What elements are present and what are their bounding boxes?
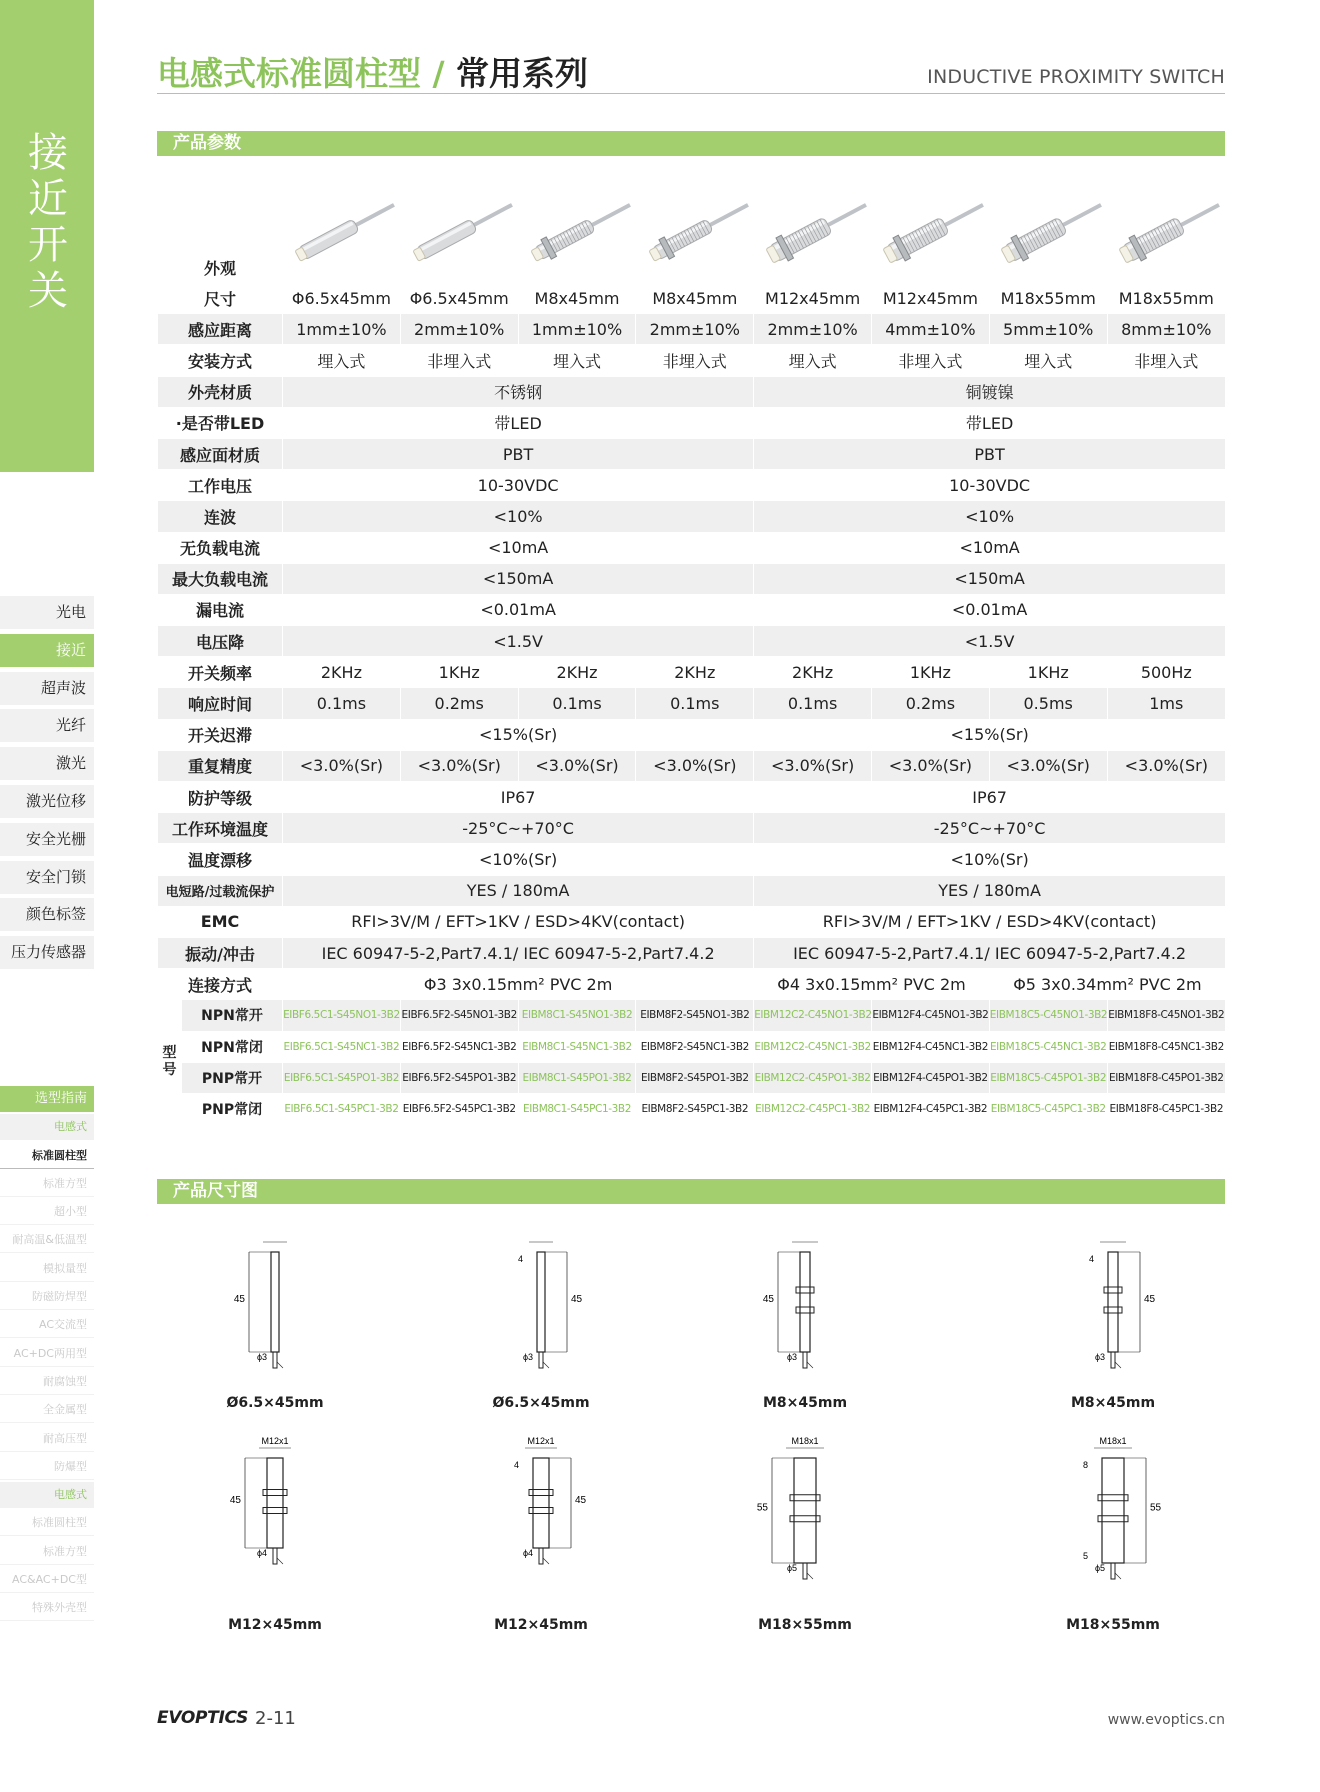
sensor-photo bbox=[1111, 173, 1221, 283]
spec-cell: 非埋入式 bbox=[400, 345, 518, 376]
selection-guide bbox=[0, 1086, 94, 1624]
spec-cell-stainless-group: <150mA bbox=[283, 563, 754, 594]
model-code: EIBM8F2-S45NC1-3B2 bbox=[636, 1031, 754, 1062]
sidebar-nav-item[interactable]: 光电 bbox=[0, 596, 94, 629]
sensor-photo bbox=[993, 173, 1103, 283]
sidebar-nav-item[interactable]: 颜色标签 bbox=[0, 898, 94, 931]
spec-row bbox=[158, 844, 1226, 875]
cable-outline bbox=[803, 1563, 807, 1579]
guide-item[interactable]: 防磁防焊型 bbox=[0, 1284, 94, 1310]
spec-cell-brass-group: -25°C~+70°C bbox=[754, 813, 1225, 844]
length-value: 45 bbox=[575, 1495, 587, 1506]
cable-outline bbox=[803, 1352, 807, 1368]
row-label: 电压降 bbox=[158, 626, 283, 657]
length-value: 45 bbox=[1144, 1294, 1156, 1305]
model-code: EIBF6.5F2-S45PO1-3B2 bbox=[400, 1062, 518, 1093]
model-code: EIBM8C1-S45NC1-3B2 bbox=[518, 1031, 636, 1062]
spec-cell: 1KHz bbox=[872, 657, 990, 688]
row-label: 开关频率 bbox=[158, 657, 283, 688]
spec-cell: 埋入式 bbox=[518, 345, 636, 376]
spec-cell: 1KHz bbox=[400, 657, 518, 688]
spec-row bbox=[158, 875, 1226, 906]
spec-cell: 8mm±10% bbox=[1107, 314, 1225, 345]
guide-item[interactable]: AC+DC两用型 bbox=[0, 1341, 94, 1367]
spec-cell: Φ4 3x0.15mm² PVC 2m bbox=[754, 969, 990, 1000]
sidebar-nav-item[interactable]: 压力传感器 bbox=[0, 936, 94, 969]
row-label: 感应距离 bbox=[158, 314, 283, 345]
model-code: EIBF6.5F2-S45NC1-3B2 bbox=[400, 1031, 518, 1062]
model-row bbox=[158, 1031, 1226, 1062]
length-value: 45 bbox=[571, 1294, 583, 1305]
spec-row bbox=[158, 594, 1226, 625]
top-offset-value: 8 bbox=[1082, 1460, 1088, 1470]
dimension-drawing bbox=[1023, 1232, 1163, 1392]
row-label: EMC bbox=[158, 906, 283, 937]
spec-cell-brass-group: <10mA bbox=[754, 532, 1225, 563]
model-code: EIBM12F4-C45NO1-3B2 bbox=[872, 1000, 990, 1031]
spec-row bbox=[158, 376, 1226, 407]
cable-outline bbox=[539, 1548, 543, 1564]
dimension-drawing bbox=[715, 1428, 855, 1588]
thread-spec: M18x1 bbox=[791, 1436, 819, 1446]
spec-cell-brass-group: <10%(Sr) bbox=[754, 844, 1225, 875]
model-row bbox=[158, 1000, 1226, 1031]
spec-cell: 1mm±10% bbox=[518, 314, 636, 345]
spec-cell: 非埋入式 bbox=[1107, 345, 1225, 376]
model-code: EIBF6.5C1-S45NC1-3B2 bbox=[283, 1031, 401, 1062]
sensor-photo-cell bbox=[636, 157, 754, 283]
spec-cell: 2KHz bbox=[283, 657, 401, 688]
spec-cell: M18x55mm bbox=[1107, 283, 1225, 314]
model-type-label: PNP常开 bbox=[182, 1062, 283, 1093]
sensor-outline bbox=[267, 1458, 283, 1548]
spec-cell: M8x45mm bbox=[518, 283, 636, 314]
dimension-caption: M18×55mm bbox=[758, 1617, 852, 1633]
wire-strand bbox=[277, 1362, 283, 1368]
model-code: EIBF6.5C1-S45PC1-3B2 bbox=[283, 1093, 401, 1124]
length-value: 45 bbox=[229, 1495, 241, 1506]
sidebar-nav-item[interactable]: 安全门锁 bbox=[0, 861, 94, 894]
sidebar-nav-item[interactable]: 激光 bbox=[0, 747, 94, 780]
model-code: EIBF6.5C1-S45NO1-3B2 bbox=[283, 1000, 401, 1031]
spec-cell: 1ms bbox=[1107, 688, 1225, 719]
spec-cell: 5mm±10% bbox=[989, 314, 1107, 345]
row-label: 安装方式 bbox=[158, 345, 283, 376]
sensor-photo-cell bbox=[754, 157, 872, 283]
model-type-label: NPN常闭 bbox=[182, 1031, 283, 1062]
spec-cell: 2KHz bbox=[636, 657, 754, 688]
cable-diameter: ϕ5 bbox=[1094, 1563, 1105, 1573]
spec-cell: 1mm±10% bbox=[283, 314, 401, 345]
cable-diameter: ϕ3 bbox=[786, 1352, 797, 1362]
spec-cell: 2mm±10% bbox=[754, 314, 872, 345]
sensor-photo-cell bbox=[989, 157, 1107, 283]
model-code: EIBM12C2-C45NO1-3B2 bbox=[754, 1000, 872, 1031]
guide-item[interactable]: 标准圆柱型 bbox=[0, 1143, 94, 1169]
guide-item[interactable]: 防爆型 bbox=[0, 1454, 94, 1480]
model-code: EIBM8F2-S45PO1-3B2 bbox=[636, 1062, 754, 1093]
thread-spec: M12x1 bbox=[261, 1436, 289, 1446]
nut-outline bbox=[796, 1307, 814, 1313]
spec-cell: 埋入式 bbox=[989, 345, 1107, 376]
spec-cell: <3.0%(Sr) bbox=[872, 750, 990, 781]
top-offset-value: 4 bbox=[517, 1254, 523, 1264]
spec-cell: 0.2ms bbox=[400, 688, 518, 719]
spec-cell-stainless-group: -25°C~+70°C bbox=[283, 813, 754, 844]
sensor-outline bbox=[533, 1458, 549, 1548]
sidebar-nav-item[interactable]: 安全光栅 bbox=[0, 823, 94, 856]
wire-strand bbox=[807, 1362, 813, 1368]
page-title-english: INDUCTIVE PROXIMITY SWITCH bbox=[927, 66, 1225, 88]
spec-cell: M12x45mm bbox=[754, 283, 872, 314]
row-label: 最大负载电流 bbox=[158, 563, 283, 594]
spec-cell-brass-group: IEC 60947-5-2,Part7.4.1/ IEC 60947-5-2,Part7.4.2 bbox=[754, 937, 1225, 968]
spec-cell: <3.0%(Sr) bbox=[400, 750, 518, 781]
spec-cell-stainless-group: PBT bbox=[283, 438, 754, 469]
spec-cell-stainless-group: IP67 bbox=[283, 782, 754, 813]
spec-cell-brass-group: <10% bbox=[754, 501, 1225, 532]
spec-cell: 2KHz bbox=[518, 657, 636, 688]
spec-cell-brass-group: IP67 bbox=[754, 782, 1225, 813]
spec-row bbox=[158, 532, 1226, 563]
dimension-caption: Ø6.5×45mm bbox=[492, 1395, 590, 1411]
spec-cell: Φ3 3x0.15mm² PVC 2m bbox=[283, 969, 754, 1000]
spec-table bbox=[157, 157, 1225, 1125]
appearance-row bbox=[158, 157, 1226, 283]
guide-item[interactable]: 全金属型 bbox=[0, 1397, 94, 1423]
guide-item[interactable]: 标准圆柱型 bbox=[0, 1510, 94, 1536]
spec-row bbox=[158, 470, 1226, 501]
sensor-outline bbox=[800, 1252, 810, 1352]
guide-item[interactable]: 电感式 bbox=[0, 1482, 94, 1508]
spec-cell: 0.1ms bbox=[283, 688, 401, 719]
cable-diameter: ϕ3 bbox=[256, 1352, 267, 1362]
row-label: 温度漂移 bbox=[158, 844, 283, 875]
dimension-drawing bbox=[185, 1232, 325, 1392]
sensor-photo-cell bbox=[872, 157, 990, 283]
model-row bbox=[158, 1093, 1226, 1124]
dimension-caption: M12×45mm bbox=[494, 1617, 588, 1633]
guide-item[interactable]: 标准方型 bbox=[0, 1539, 94, 1565]
sensor-photo bbox=[404, 173, 514, 283]
model-code: EIBM8F2-S45PC1-3B2 bbox=[636, 1093, 754, 1124]
spec-cell-stainless-group: <15%(Sr) bbox=[283, 719, 754, 750]
spec-cell-stainless-group: <10% bbox=[283, 501, 754, 532]
row-label: 外观 bbox=[158, 157, 283, 283]
guide-item[interactable]: 标准方型 bbox=[0, 1171, 94, 1197]
spec-cell-brass-group: RFI>3V/M / EFT>1KV / ESD>4KV(contact) bbox=[754, 906, 1225, 937]
guide-item[interactable]: 耐高压型 bbox=[0, 1426, 94, 1452]
spec-row bbox=[158, 688, 1226, 719]
model-type-label: PNP常闭 bbox=[182, 1093, 283, 1124]
sensor-photo bbox=[522, 173, 632, 283]
model-code: EIBM12C2-C45PC1-3B2 bbox=[754, 1093, 872, 1124]
spec-cell-brass-group: <15%(Sr) bbox=[754, 719, 1225, 750]
sensor-outline bbox=[794, 1458, 816, 1563]
model-code: EIBM18C5-C45NC1-3B2 bbox=[989, 1031, 1107, 1062]
sidebar-nav-item[interactable]: 光纤 bbox=[0, 709, 94, 742]
spec-cell: 500Hz bbox=[1107, 657, 1225, 688]
dimension-drawing bbox=[185, 1428, 325, 1588]
row-label: 漏电流 bbox=[158, 594, 283, 625]
cable-diameter: ϕ3 bbox=[522, 1352, 533, 1362]
spec-row bbox=[158, 438, 1226, 469]
guide-item[interactable]: 模拟量型 bbox=[0, 1256, 94, 1282]
thread-spec: M12x1 bbox=[527, 1436, 555, 1446]
row-label: 响应时间 bbox=[158, 688, 283, 719]
spec-row bbox=[158, 345, 1226, 376]
spec-row bbox=[158, 563, 1226, 594]
sidebar-category-nav bbox=[0, 596, 94, 974]
model-code: EIBM8C1-S45PC1-3B2 bbox=[518, 1093, 636, 1124]
row-label: 防护等级 bbox=[158, 782, 283, 813]
spec-cell: 2mm±10% bbox=[400, 314, 518, 345]
spec-row bbox=[158, 813, 1226, 844]
model-code: EIBM18C5-C45PC1-3B2 bbox=[989, 1093, 1107, 1124]
wire-strand bbox=[543, 1362, 549, 1368]
spec-cell: 2KHz bbox=[754, 657, 872, 688]
spec-cell: M12x45mm bbox=[872, 283, 990, 314]
row-label: 连接方式 bbox=[158, 969, 283, 1000]
spec-cell-stainless-group: 不锈钢 bbox=[283, 376, 754, 407]
spec-cell-stainless-group: <1.5V bbox=[283, 626, 754, 657]
bottom-offset-value: 5 bbox=[1082, 1551, 1088, 1561]
length-value: 45 bbox=[762, 1294, 774, 1305]
spec-row bbox=[158, 501, 1226, 532]
row-label: 振动/冲击 bbox=[158, 937, 283, 968]
spec-cell-brass-group: 铜镀镍 bbox=[754, 376, 1225, 407]
sensor-photo-cell bbox=[1107, 157, 1225, 283]
spec-cell-brass-group: PBT bbox=[754, 438, 1225, 469]
dimension-drawing bbox=[1023, 1428, 1163, 1588]
spec-row bbox=[158, 937, 1226, 968]
model-code: EIBM12F4-C45NC1-3B2 bbox=[872, 1031, 990, 1062]
spec-cell: 0.5ms bbox=[989, 688, 1107, 719]
spec-cell: Φ5 3x0.34mm² PVC 2m bbox=[989, 969, 1225, 1000]
model-code: EIBM8F2-S45NO1-3B2 bbox=[636, 1000, 754, 1031]
row-label: 连波 bbox=[158, 501, 283, 532]
spec-cell: 0.2ms bbox=[872, 688, 990, 719]
brand-logo: EVOPTICS bbox=[157, 1708, 249, 1728]
model-code: EIBM18F8-C45NC1-3B2 bbox=[1107, 1031, 1225, 1062]
wire-strand bbox=[1115, 1573, 1121, 1579]
dimension-caption: M12×45mm bbox=[228, 1617, 322, 1633]
model-row bbox=[158, 1062, 1226, 1093]
model-code: EIBM12C2-C45PO1-3B2 bbox=[754, 1062, 872, 1093]
cable-diameter: ϕ5 bbox=[786, 1563, 797, 1573]
spec-cell-stainless-group: RFI>3V/M / EFT>1KV / ESD>4KV(contact) bbox=[283, 906, 754, 937]
spec-row bbox=[158, 407, 1226, 438]
sensor-photo-cell bbox=[400, 157, 518, 283]
sensor-photo bbox=[640, 173, 750, 283]
model-key-label: 型号 bbox=[158, 1000, 182, 1125]
cable-outline bbox=[539, 1352, 543, 1368]
model-code: EIBF6.5F2-S45NO1-3B2 bbox=[400, 1000, 518, 1031]
spec-cell-stainless-group: 10-30VDC bbox=[283, 470, 754, 501]
guide-item[interactable]: AC交流型 bbox=[0, 1312, 94, 1338]
spec-cell-stainless-group: <0.01mA bbox=[283, 594, 754, 625]
spec-cell-stainless-group: IEC 60947-5-2,Part7.4.1/ IEC 60947-5-2,Part7.4.2 bbox=[283, 937, 754, 968]
row-label: 感应面材质 bbox=[158, 438, 283, 469]
guide-item[interactable]: AC&AC+DC型 bbox=[0, 1567, 94, 1593]
spec-cell-stainless-group: 带LED bbox=[283, 407, 754, 438]
spec-row bbox=[158, 969, 1226, 1000]
sensor-outline bbox=[1108, 1252, 1118, 1352]
guide-item[interactable]: 耐高温&低温型 bbox=[0, 1227, 94, 1253]
spec-cell: <3.0%(Sr) bbox=[754, 750, 872, 781]
vertical-section-title: 接 近 开 关 bbox=[28, 130, 68, 314]
section-product-parameters: 产品参数 bbox=[157, 131, 1225, 156]
length-value: 55 bbox=[1150, 1502, 1162, 1514]
spec-row bbox=[158, 283, 1226, 314]
guide-item[interactable]: 特殊外壳型 bbox=[0, 1595, 94, 1621]
spec-cell: 埋入式 bbox=[283, 345, 401, 376]
dimension-caption: M18×55mm bbox=[1066, 1617, 1160, 1633]
guide-heading: 选型指南 bbox=[0, 1086, 94, 1112]
spec-row bbox=[158, 719, 1226, 750]
length-value: 55 bbox=[756, 1502, 768, 1514]
cable-diameter: ϕ4 bbox=[522, 1548, 533, 1558]
dimension-drawing bbox=[451, 1232, 591, 1392]
spec-cell-brass-group: <1.5V bbox=[754, 626, 1225, 657]
spec-cell-brass-group: 带LED bbox=[754, 407, 1225, 438]
spec-row bbox=[158, 906, 1226, 937]
spec-cell: 非埋入式 bbox=[872, 345, 990, 376]
dimension-caption: Ø6.5×45mm bbox=[226, 1395, 324, 1411]
spec-cell: 0.1ms bbox=[754, 688, 872, 719]
row-label: 开关迟滞 bbox=[158, 719, 283, 750]
spec-cell: <3.0%(Sr) bbox=[518, 750, 636, 781]
nut-outline bbox=[1104, 1307, 1122, 1313]
cable-diameter: ϕ4 bbox=[256, 1548, 267, 1558]
page-number: 2-11 bbox=[255, 1708, 296, 1729]
spec-row bbox=[158, 750, 1226, 781]
model-code: EIBM18F8-C45PO1-3B2 bbox=[1107, 1062, 1225, 1093]
row-label: 重复精度 bbox=[158, 750, 283, 781]
model-code: EIBM8C1-S45NO1-3B2 bbox=[518, 1000, 636, 1031]
guide-item[interactable]: 耐腐蚀型 bbox=[0, 1369, 94, 1395]
cable-outline bbox=[1111, 1563, 1115, 1579]
model-code: EIBM12F4-C45PC1-3B2 bbox=[872, 1093, 990, 1124]
title-divider bbox=[157, 93, 1225, 94]
section-dimension-drawings: 产品尺寸图 bbox=[157, 1179, 1225, 1204]
model-code: EIBM12C2-C45NC1-3B2 bbox=[754, 1031, 872, 1062]
cable-outline bbox=[273, 1548, 277, 1564]
sensor-photo-cell bbox=[283, 157, 401, 283]
model-code: EIBM18C5-C45PO1-3B2 bbox=[989, 1062, 1107, 1093]
model-code: EIBM18F8-C45PC1-3B2 bbox=[1107, 1093, 1225, 1124]
wire-strand bbox=[807, 1573, 813, 1579]
cable-outline bbox=[1111, 1352, 1115, 1368]
nut-outline bbox=[1104, 1287, 1122, 1293]
sensor-outline bbox=[1102, 1458, 1124, 1563]
wire-strand bbox=[1115, 1362, 1121, 1368]
length-value: 45 bbox=[233, 1294, 245, 1305]
sidebar-nav-item[interactable]: 接近 bbox=[0, 634, 94, 667]
spec-cell: <3.0%(Sr) bbox=[636, 750, 754, 781]
spec-cell: 1KHz bbox=[989, 657, 1107, 688]
spec-cell: M8x45mm bbox=[636, 283, 754, 314]
row-label: 电短路/过载流保护 bbox=[158, 875, 283, 906]
row-label: 外壳材质 bbox=[158, 376, 283, 407]
cable-diameter: ϕ3 bbox=[1094, 1352, 1105, 1362]
guide-item[interactable]: 超小型 bbox=[0, 1199, 94, 1225]
spec-row bbox=[158, 314, 1226, 345]
model-type-label: NPN常开 bbox=[182, 1000, 283, 1031]
cable-outline bbox=[273, 1352, 277, 1368]
spec-cell-brass-group: <0.01mA bbox=[754, 594, 1225, 625]
spec-cell: 0.1ms bbox=[636, 688, 754, 719]
nut-outline bbox=[796, 1287, 814, 1293]
website-url: www.evoptics.cn bbox=[1107, 1712, 1225, 1728]
spec-cell: 4mm±10% bbox=[872, 314, 990, 345]
spec-row bbox=[158, 626, 1226, 657]
dimension-drawing bbox=[451, 1428, 591, 1588]
sensor-photo bbox=[875, 173, 985, 283]
sidebar-nav-item[interactable]: 超声波 bbox=[0, 672, 94, 705]
spec-cell: 非埋入式 bbox=[636, 345, 754, 376]
spec-row bbox=[158, 657, 1226, 688]
wire-strand bbox=[543, 1558, 549, 1564]
model-code: EIBF6.5F2-S45PC1-3B2 bbox=[400, 1093, 518, 1124]
thread-spec: M18x1 bbox=[1099, 1436, 1127, 1446]
sensor-outline bbox=[537, 1252, 545, 1352]
spec-cell: Φ6.5x45mm bbox=[283, 283, 401, 314]
page-title: 电感式标准圆柱型 / 常用系列 bbox=[157, 54, 589, 93]
row-label: 尺寸 bbox=[158, 283, 283, 314]
spec-cell: <3.0%(Sr) bbox=[989, 750, 1107, 781]
sidebar-nav-item[interactable]: 激光位移 bbox=[0, 785, 94, 818]
row-label: 工作环境温度 bbox=[158, 813, 283, 844]
model-code: EIBM18C5-C45NO1-3B2 bbox=[989, 1000, 1107, 1031]
spec-cell: 0.1ms bbox=[518, 688, 636, 719]
spec-cell-brass-group: 10-30VDC bbox=[754, 470, 1225, 501]
dimension-caption: M8×45mm bbox=[762, 1395, 848, 1411]
sensor-outline bbox=[271, 1252, 279, 1352]
spec-cell: <3.0%(Sr) bbox=[283, 750, 401, 781]
spec-cell-stainless-group: <10mA bbox=[283, 532, 754, 563]
row-label: 无负载电流 bbox=[158, 532, 283, 563]
spec-cell: <3.0%(Sr) bbox=[1107, 750, 1225, 781]
model-code: EIBM8C1-S45PO1-3B2 bbox=[518, 1062, 636, 1093]
spec-cell-stainless-group: <10%(Sr) bbox=[283, 844, 754, 875]
spec-cell-brass-group: YES / 180mA bbox=[754, 875, 1225, 906]
spec-row bbox=[158, 782, 1226, 813]
model-code: EIBF6.5C1-S45PO1-3B2 bbox=[283, 1062, 401, 1093]
spec-cell-brass-group: <150mA bbox=[754, 563, 1225, 594]
spec-cell: 埋入式 bbox=[754, 345, 872, 376]
model-code: EIBM12F4-C45PO1-3B2 bbox=[872, 1062, 990, 1093]
top-offset-value: 4 bbox=[513, 1460, 519, 1470]
spec-cell: M18x55mm bbox=[989, 283, 1107, 314]
spec-cell-stainless-group: YES / 180mA bbox=[283, 875, 754, 906]
model-code: EIBM18F8-C45NO1-3B2 bbox=[1107, 1000, 1225, 1031]
spec-cell: 2mm±10% bbox=[636, 314, 754, 345]
top-offset-value: 4 bbox=[1088, 1254, 1094, 1264]
sensor-photo bbox=[758, 173, 868, 283]
guide-item[interactable]: 电感式 bbox=[0, 1114, 94, 1140]
dimension-drawing bbox=[715, 1232, 855, 1392]
sensor-photo-cell bbox=[518, 157, 636, 283]
row-label: ·是否带LED bbox=[158, 407, 283, 438]
spec-cell: Φ6.5x45mm bbox=[400, 283, 518, 314]
sensor-photo bbox=[286, 173, 396, 283]
wire-strand bbox=[277, 1558, 283, 1564]
row-label: 工作电压 bbox=[158, 470, 283, 501]
dimension-caption: M8×45mm bbox=[1070, 1395, 1156, 1411]
